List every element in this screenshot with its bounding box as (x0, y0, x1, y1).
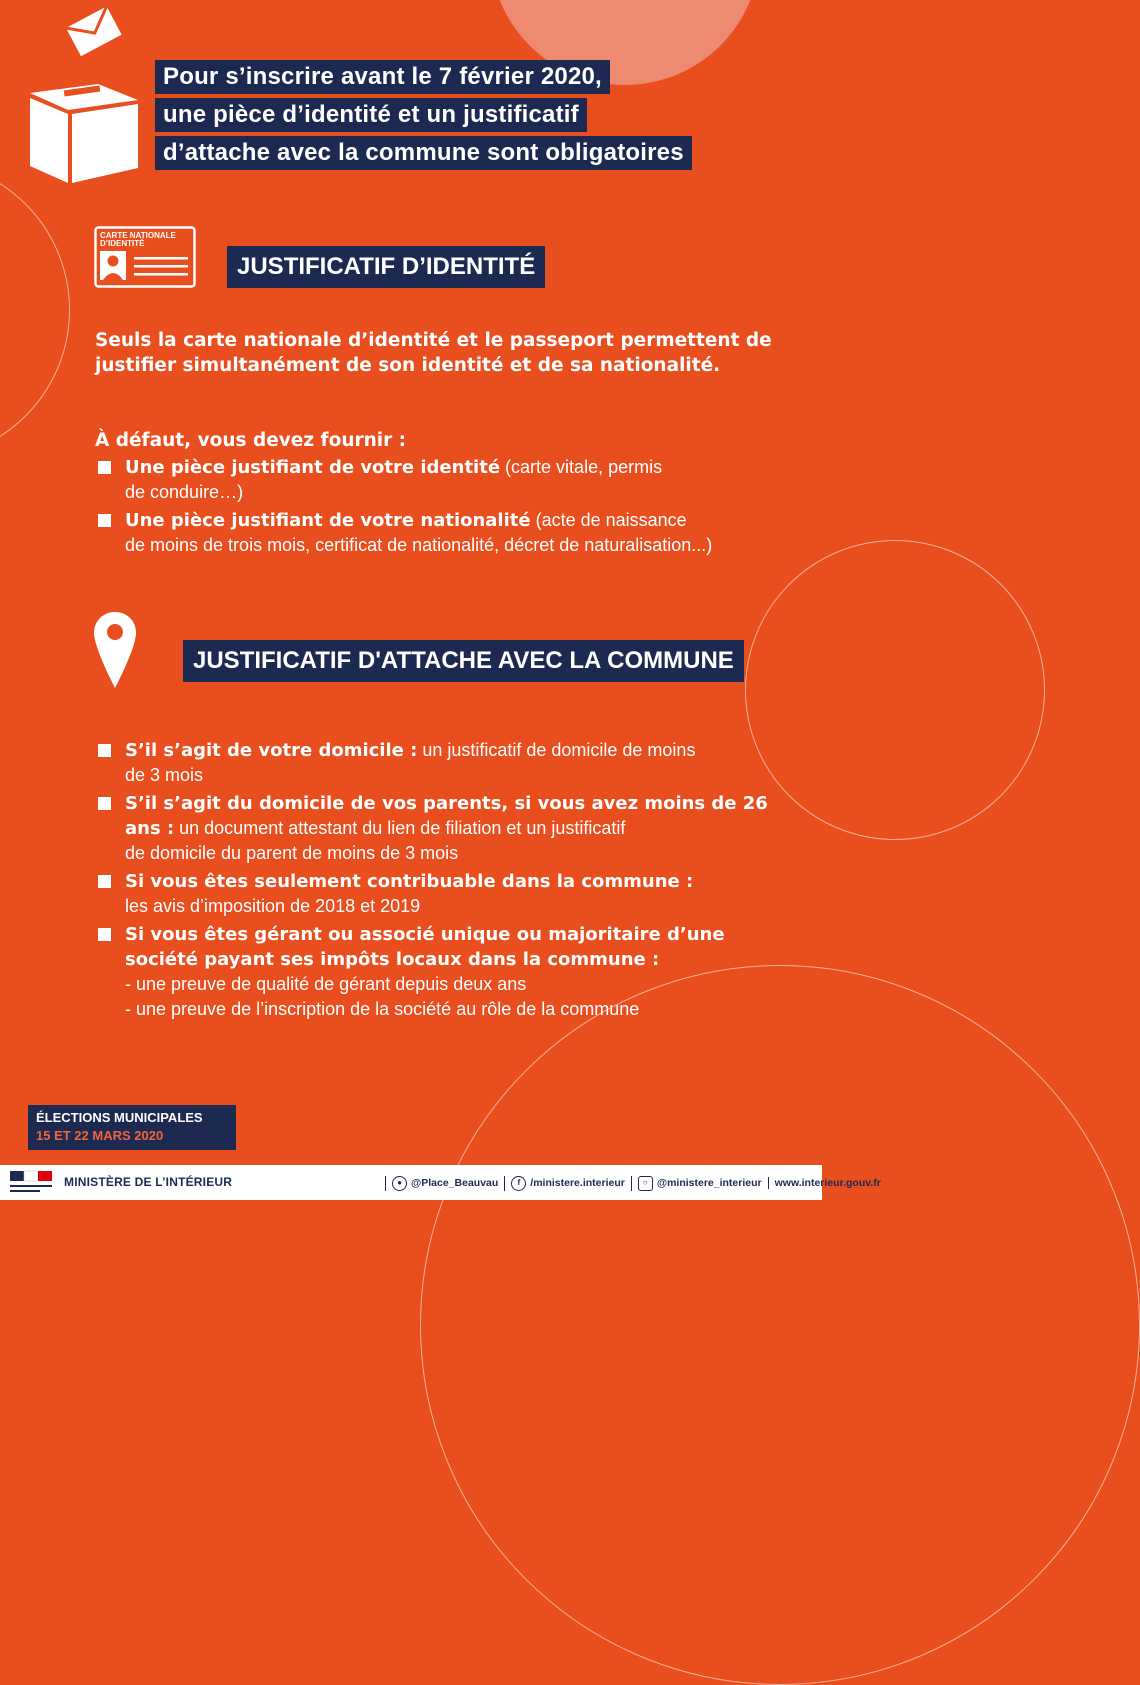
item-detail: (acte de naissance (530, 510, 687, 530)
item-continuation: les avis d’imposition de 2018 et 2019 (125, 896, 421, 916)
header-line-1: Pour s’inscrire avant le 7 février 2020, (155, 60, 610, 94)
republique-francaise-logo (8, 1169, 54, 1197)
facebook-handle: /ministere.interieur (530, 1177, 625, 1189)
elections-title: ÉLECTIONS MUNICIPALES (36, 1110, 203, 1125)
item-strong: Une pièce justifiant de votre identité (125, 457, 501, 478)
item-detail: (carte vitale, permis (500, 457, 663, 477)
item-continuation: de 3 mois (125, 765, 204, 785)
identity-list (95, 455, 800, 561)
twitter-handle: @Place_Beauvau (411, 1177, 499, 1189)
list-item (95, 508, 800, 558)
card-label-line1: CARTE NATIONALE (100, 231, 176, 240)
website-url: www.interieur.gouv.fr (774, 1177, 881, 1189)
ballot-box-icon (28, 18, 140, 186)
identity-section-title: JUSTIFICATIF D’IDENTITÉ (227, 246, 545, 288)
elections-dates: 15 ET 22 MARS 2020 (36, 1128, 164, 1143)
elections-badge (28, 1105, 236, 1150)
list-item (95, 455, 800, 505)
bullet-square-icon (98, 514, 111, 527)
instagram-link[interactable] (631, 1176, 762, 1191)
list-item (95, 791, 800, 866)
twitter-link[interactable] (385, 1176, 498, 1191)
attache-section-title: JUSTIFICATIF D'ATTACHE AVEC LA COMMUNE (183, 640, 744, 682)
item-strong: Si vous êtes seulement contribuable dans la commune : (125, 871, 694, 892)
list-item (95, 869, 800, 919)
item-continuation: de moins de trois mois, certificat de nationalité, décret de naturalisation...) (125, 535, 713, 555)
id-card-icon (94, 226, 196, 288)
item-detail: un document attestant du lien de filiation et un justificatif (174, 818, 626, 838)
identity-intro: Seuls la carte nationale d’identité et le passeport permettent de justifier simultanément de son identité et de sa nationalité. (95, 330, 772, 376)
bullet-square-icon (98, 797, 111, 810)
defaut-label: À défaut, vous devez fournir : (95, 430, 407, 451)
item-strong: Si vous êtes gérant ou associé unique ou majoritaire d’une société payant ses impôts locaux dans la commune : (125, 924, 725, 970)
header-block (155, 60, 692, 174)
item-strong: Une pièce justifiant de votre nationalité (125, 510, 531, 531)
item-detail: un justificatif de domicile de moins (417, 740, 696, 760)
decorative-circle-bottom (420, 965, 1140, 1685)
item-continuation: de domicile du parent de moins de 3 mois (125, 843, 459, 863)
item-strong: S’il s’agit du domicile de vos parents, si vous avez moins de 26 ans : (125, 793, 768, 839)
header-line-2: une pièce d’identité et un justificatif (155, 98, 587, 132)
footer-bar (0, 1165, 881, 1200)
facebook-link[interactable] (504, 1176, 625, 1191)
social-links (385, 1172, 881, 1194)
bullet-square-icon (98, 744, 111, 757)
ministere-label: MINISTÈRE DE L’INTÉRIEUR (64, 1175, 233, 1189)
item-continuation: de conduire…) (125, 482, 244, 502)
item-continuation-2: - une preuve de l’inscription de la société au rôle de la commune (125, 999, 640, 1019)
header-line-3: d’attache avec la commune sont obligatoires (155, 136, 692, 170)
facebook-icon: f (511, 1176, 526, 1191)
location-pin-icon (92, 610, 138, 692)
twitter-icon: ● (392, 1176, 407, 1191)
decorative-circle-left (0, 160, 70, 460)
bullet-square-icon (98, 875, 111, 888)
website-link[interactable] (768, 1177, 881, 1189)
instagram-icon: ○ (638, 1176, 653, 1191)
instagram-handle: @ministere_interieur (656, 1177, 762, 1189)
bullet-square-icon (98, 928, 111, 941)
list-item (95, 922, 800, 1022)
bullet-square-icon (98, 461, 111, 474)
attache-list (95, 738, 800, 1025)
item-continuation: - une preuve de qualité de gérant depuis deux ans (125, 974, 527, 994)
item-strong: S’il s’agit de votre domicile : (125, 740, 418, 761)
card-label-line2: D’IDENTITÉ (100, 239, 145, 248)
list-item (95, 738, 800, 788)
